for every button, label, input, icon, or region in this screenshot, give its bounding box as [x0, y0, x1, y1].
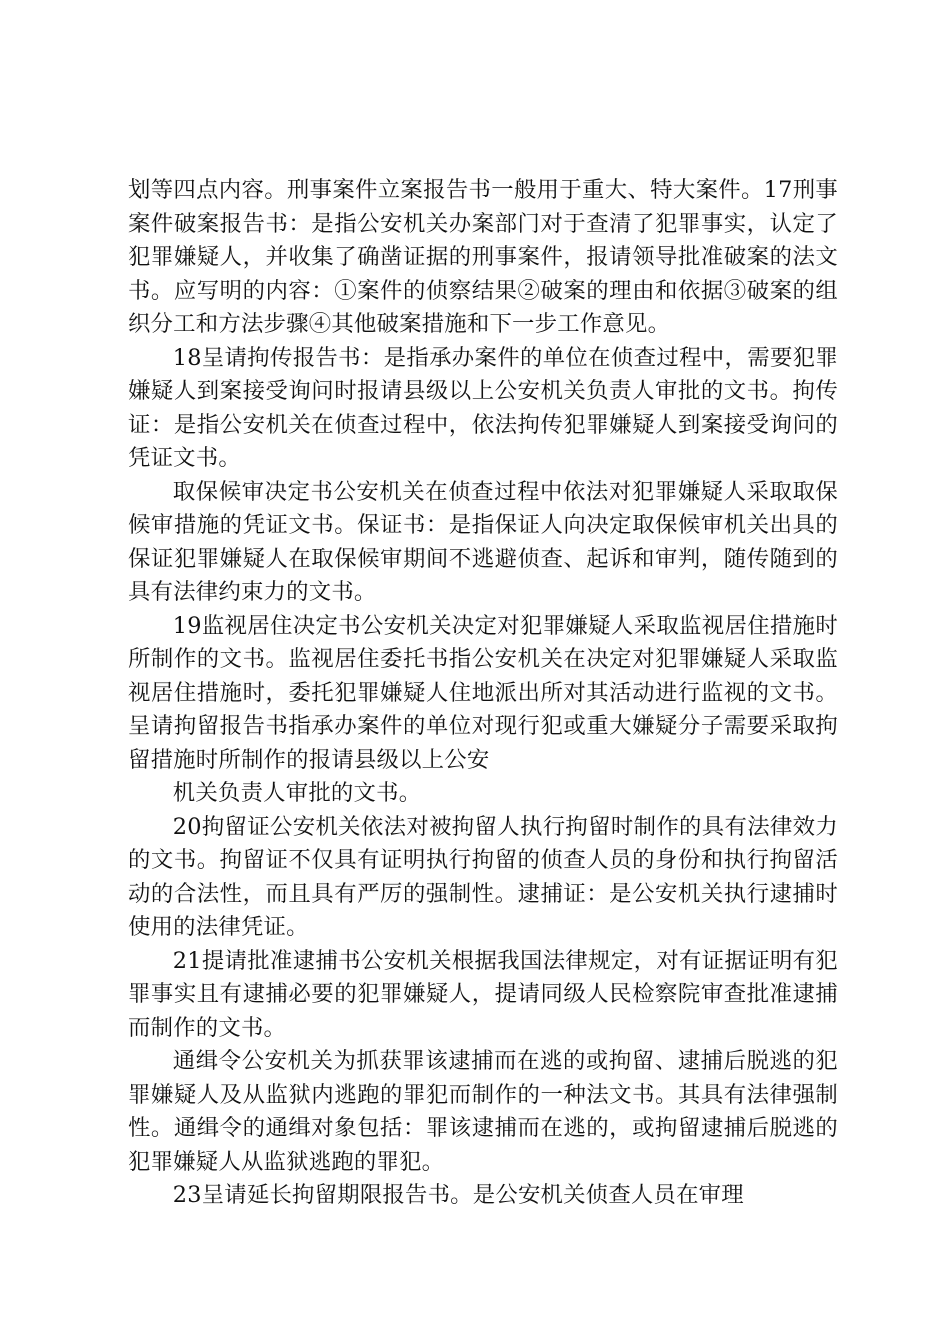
document-page	[128, 174, 838, 1213]
paragraph: 取保候审决定书公安机关在侦查过程中依法对犯罪嫌疑人采取取保候审措施的凭证文书。保证书：是指保证人向决定取保候审机关出具的保证犯罪嫌疑人在取保候审期间不逃避侦查、起诉和审判，随传随到的具有法律约束力的文书。	[128, 478, 838, 605]
paragraph: 23呈请延长拘留期限报告书。是公安机关侦查人员在审理	[172, 1182, 744, 1208]
paragraph: 20拘留证公安机关依法对被拘留人执行拘留时制作的具有法律效力的文书。拘留证不仅具有证明执行拘留的侦查人员的身份和执行拘留活动的合法性，而且具有严厉的强制性。逮捕证：是公安机关执行逮捕时使用的法律凭证。	[128, 813, 838, 940]
paragraph: 19监视居住决定书公安机关决定对犯罪嫌疑人采取监视居住措施时所制作的文书。监视居住委托书指公安机关在决定对犯罪嫌疑人采取监视居住措施时，委托犯罪嫌疑人住地派出所对其活动进行监视的文书。呈请拘留报告书指承办案件的单位对现行犯或重大嫌疑分子需要采取拘留措施时所制作的报请县级以上公安	[128, 612, 838, 773]
paragraph: 21提请批准逮捕书公安机关根据我国法律规定，对有证据证明有犯罪事实且有逮捕必要的犯罪嫌疑人，提请同级人民检察院审查批准逮捕而制作的文书。	[128, 947, 838, 1041]
paragraph: 通缉令公安机关为抓获罪该逮捕而在逃的或拘留、逮捕后脱逃的犯罪嫌疑人及从监狱内逃跑的罪犯而制作的一种法文书。其具有法律强制性。通缉令的通缉对象包括：罪该逮捕而在逃的，或拘留逮捕后脱逃的犯罪嫌疑人从监狱逃跑的罪犯。	[128, 1048, 838, 1175]
paragraph: 机关负责人审批的文书。	[172, 780, 422, 806]
paragraph: 18呈请拘传报告书：是指承办案件的单位在侦查过程中，需要犯罪嫌疑人到案接受询问时报请县级以上公安机关负责人审批的文书。拘传证：是指公安机关在侦查过程中，依法拘传犯罪嫌疑人到案接受询问的凭证文书。	[128, 344, 838, 471]
paragraph: 划等四点内容。刑事案件立案报告书一般用于重大、特大案件。17刑事案件破案报告书：是指公安机关办案部门对于查清了犯罪事实，认定了犯罪嫌疑人，并收集了确凿证据的刑事案件，报请领导批准破案的法文书。应写明的内容：①案件的侦察结果②破案的理由和依据③破案的组织分工和方法步骤④其他破案措施和下一步工作意见。	[128, 177, 838, 337]
